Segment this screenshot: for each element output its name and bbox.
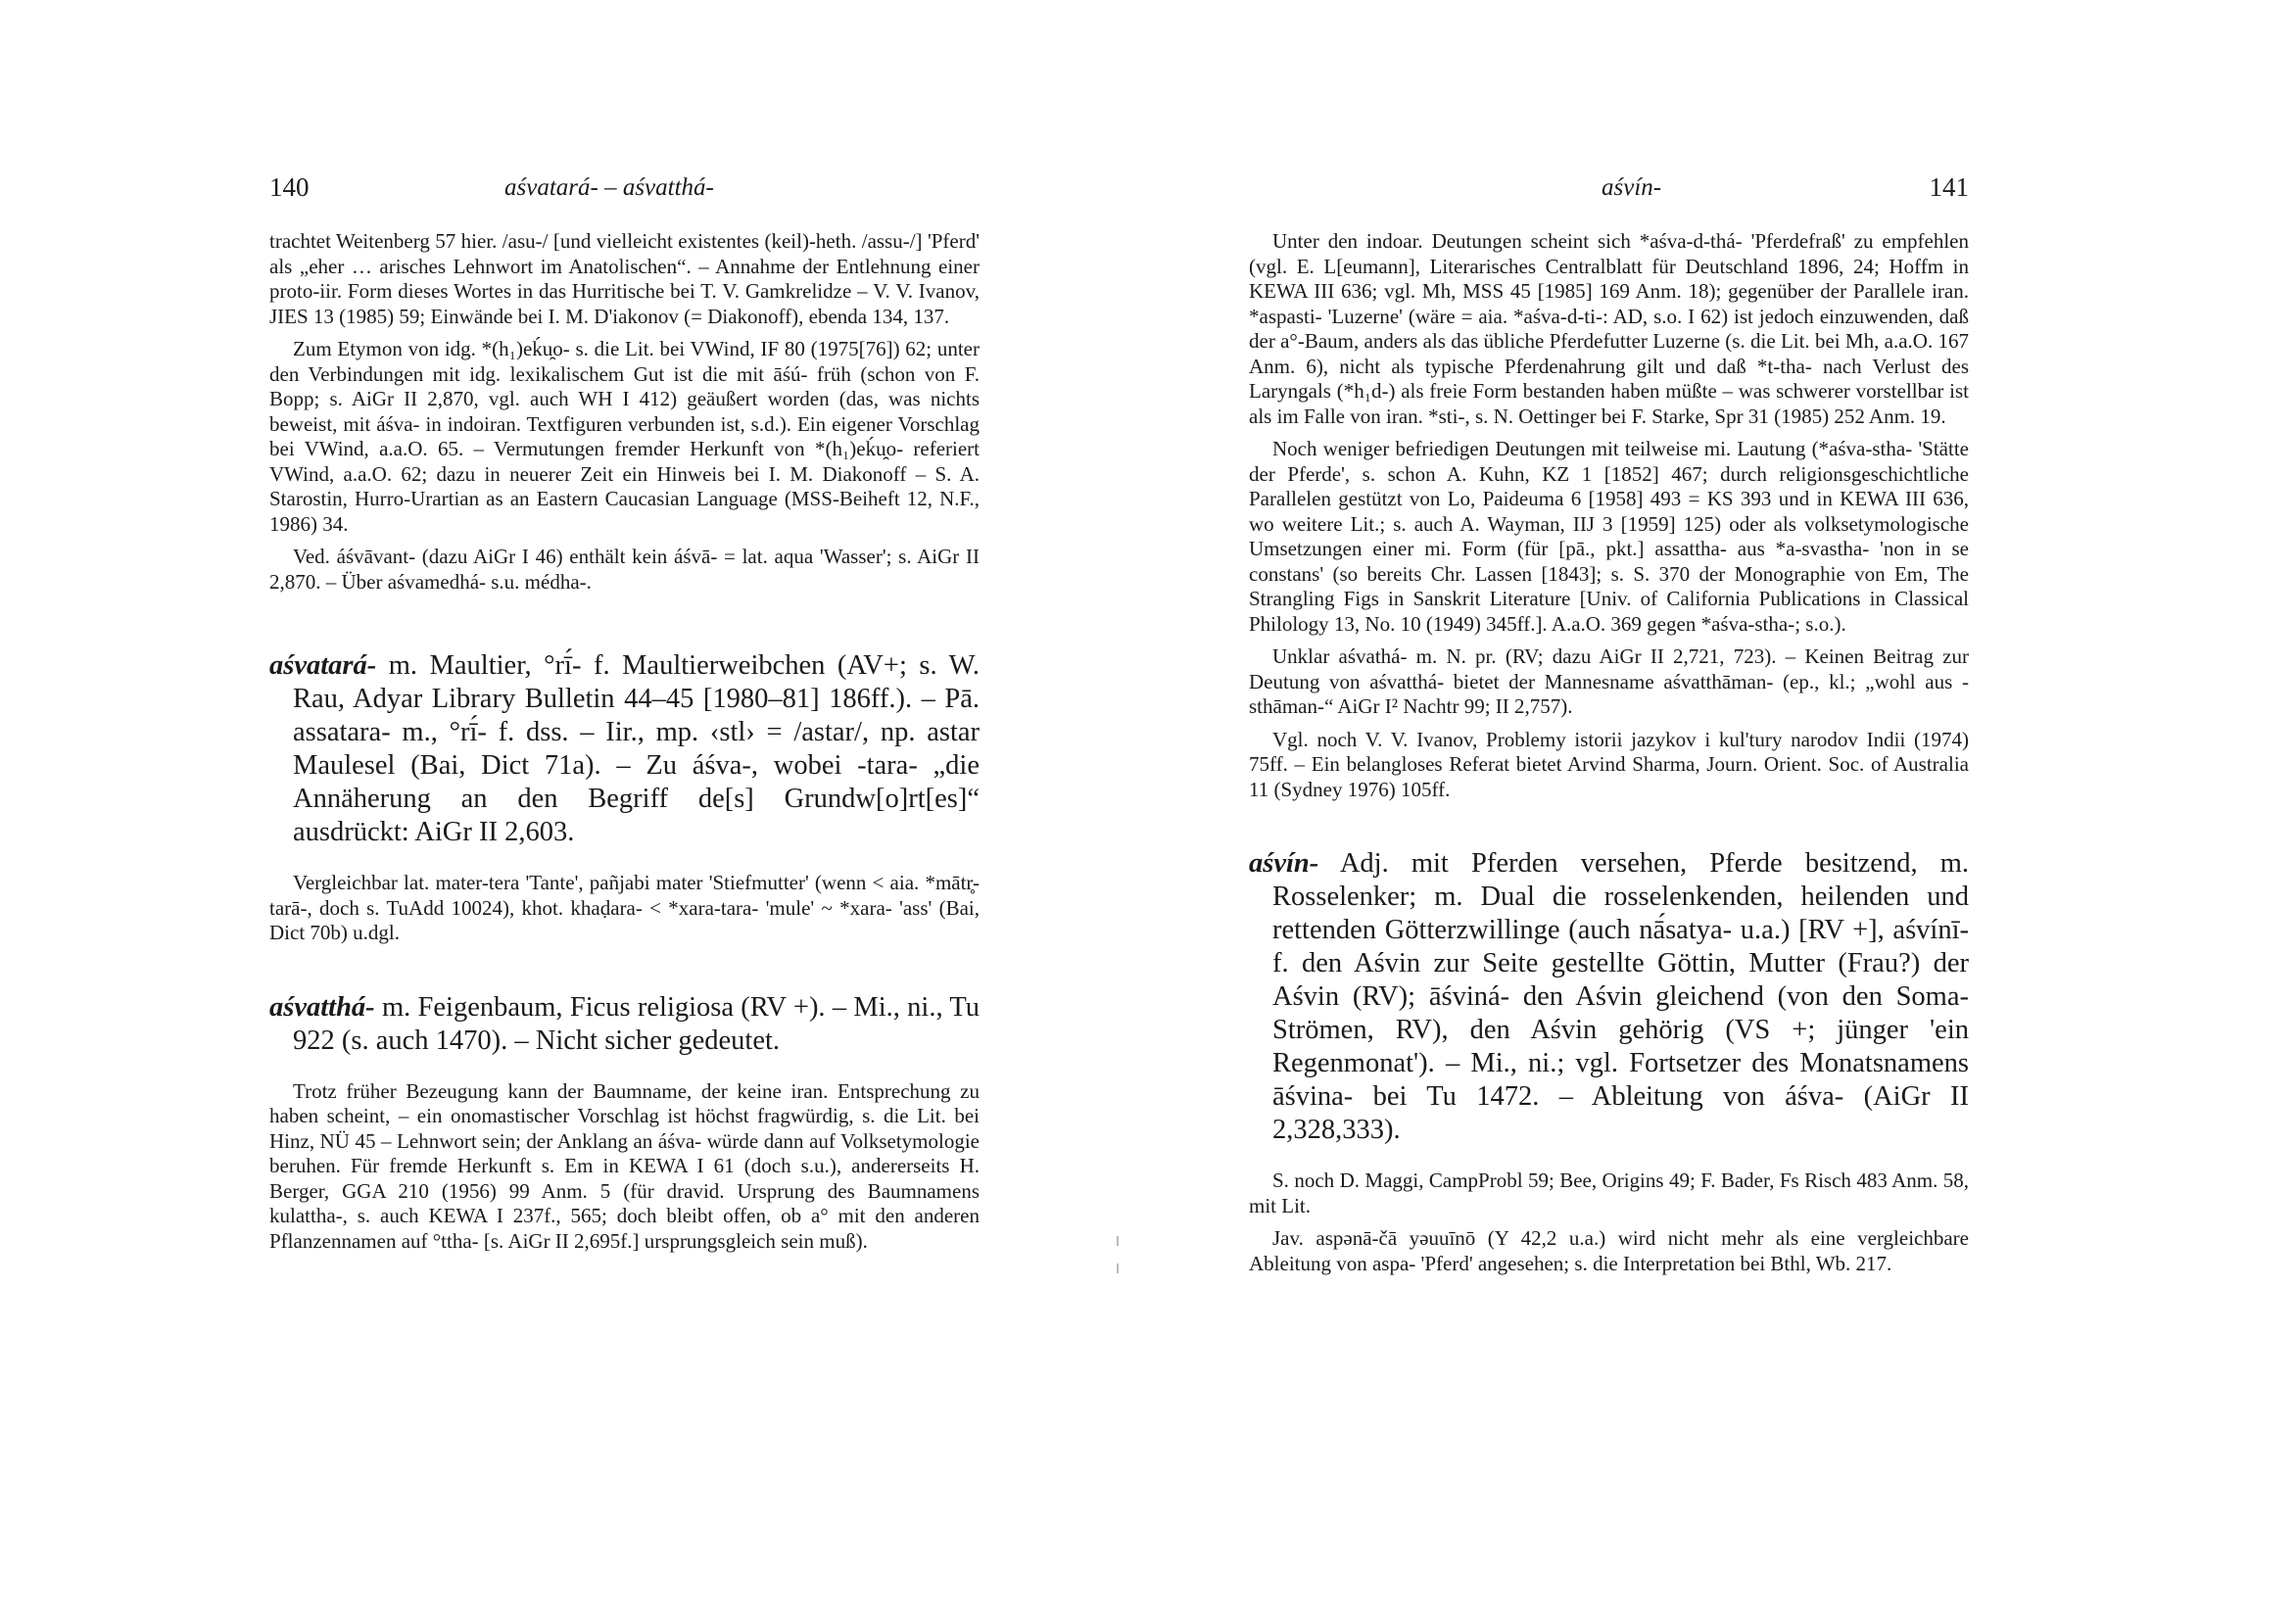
page-number-left: 140 (269, 172, 310, 202)
etymon-paragraph: Zum Etymon von idg. *(h₁)eḱu̯o- s. die Lit. bei VWind, IF 80 (1975[76]) 62; unter den Verbindungen mit idg. lexikalischem Gut ist die mit āśú- früh (schon von F. Bopp; s. AiGr II 2,870, vgl. auch WH I 412) geäußert worden (das, was nichts beweist, mit áśva- in indoiran. Textfiguren verbunden ist, s.d.). Ein eigener Vorschlag bei VWind, a.a.O. 65. – Vermutungen fremder Herkunft von *(h₁)eḱu̯o- referiert VWind, a.a.O. 62; dazu in neuerer Zeit ein Hinweis bei I. M. Diakonoff – S. A. Starostin, Hurro-Urartian as an Eastern Caucasian Language (MSS-Beiheft 12, N.F., 1986) 34. (269, 337, 980, 536)
entry-asvattha-note: Trotz früher Bezeugung kann der Baumname, der keine iran. Entsprechung zu haben scheint, – ein onomastischer Vorschlag ist höchst fragwürdig, s. die Lit. bei Hinz, NÜ 45 – Lehnwort sein; der Anklang an áśva- würde dann auf Volksetymologie beruhen. Für fremde Herkunft s. Em in KEWA I 61 (doch s.u.), andererseits H. Berger, GGA 210 (1956) 99 Anm. 5 (für dravid. Ursprung des Baumnamens kulattha-, s. auch KEWA I 237f., 565; doch bleibt offen, ob a° mit den anderen Pflanzennamen auf °ttha- [s. AiGr II 2,695f.] ursprungsgleich sein muß). (269, 1078, 980, 1253)
vedic-note-paragraph: Ved. áśvāvant- (dazu AiGr I 46) enthält kein áśvā- = lat. aqua 'Wasser'; s. AiGr II 2,870. – Über aśvamedhá- s.u. médha-. (269, 545, 980, 594)
lemma-asvatara: aśvatará- (269, 650, 377, 681)
entry-asvin-text: Adj. mit Pferden versehen, Pferde besitzend, m. Rosselenker; m. Dual die rosselenkenden, heilenden und rettenden Götterzwillinge (auch nā́satya- u.a.) [RV +], aśvínī- f. den Aśvin zur Seite gestellte Göttin, Mutter (Frau?) der Aśvin (RV); āśviná- den Aśvin gleichend (von den Soma-Strömen, RV), den Aśvin gehörig (VS +; jünger 'ein Regenmonat'). – Mi., ni.; vgl. Fortsetzer des Monatsnamens āśvina- bei Tu 1472. – Ableitung von áśva- (AiGr II 2,328,333). (1272, 848, 1970, 1145)
ivanov-paragraph: Vgl. noch V. V. Ivanov, Problemy istorii jazykov i kul'tury narodov Indii (1974) 75ff. – Ein belangloses Referat bietet Arvind Sharma, Journ. Orient. Soc. of Australia 11 (Sydney 1976) 105ff. (1249, 727, 1969, 801)
continuation-paragraph: trachtet Weitenberg 57 hier. /asu-/ [und vielleicht existentes (keil)-heth. /assu-/] 'Pferd' als „eher … arisches Lehnwort im Anatolischen“. – Annahme der Entlehnung einer proto-iir. Form dieses Wortes in das Hurritische bei T. V. Gamkrelidze – V. V. Ivanov, JIES 13 (1985) 59; Einwände bei I. M. D'iakonov (= Diakonoff), ebenda 134, 137. (269, 229, 980, 328)
entry-asvatara-text: m. Maultier, °rī́- f. Maultierweibchen (AV+; s. W. Rau, Adyar Library Bulletin 44–45 [1980–81] 186ff.). – Pā. assatara- m., °rī́- f. dss. – Iir., mp. ‹stl› = /astar/, np. astar Maulesel (Bai, Dict 71a). – Zu áśva-, wobei -tara- „die Annäherung an den Begriff de[s] Grundw[o]rt[es]“ ausdrückt: AiGr II 2,603. (293, 650, 980, 847)
running-head-right: aśvín- (1602, 174, 1662, 201)
entry-asvin-note-1: S. noch D. Maggi, CampProbl 59; Bee, Origins 49; F. Bader, Fs Risch 483 Anm. 58, mit Lit. (1249, 1169, 1969, 1217)
entry-asvattha (269, 991, 980, 1058)
middle-indic-paragraph: Noch weniger befriedigen Deutungen mit teilweise mi. Lautung (*aśva-stha- 'Stätte der Pferde', s. schon A. Kuhn, KZ 1 [1852] 467; durch religionsgeschichtliche Parallelen gestützt von Lo, Paideuma 6 [1958] 493 = KS 393 und in KEWA III 636, wo weitere Lit.; s. auch A. Wayman, IIJ 3 [1959] 125) oder als volksetymologische Umsetzungen einer mi. Form (für [pā., pkt.] assattha- aus *a-svastha- 'non in se constans' (so bereits Chr. Lassen [1843]; s. S. 370 der Monographie von Em, The Strangling Figs in Sanskrit Literature [Univ. of California Publications in Classical Philology 13, No. 10 (1949) 345ff.]. A.a.O. 369 gegen *aśva-stha-; s.o.). (1249, 437, 1969, 636)
entry-asvatara (269, 649, 980, 849)
running-head-left: aśvatará- – aśvatthá- (504, 174, 714, 201)
left-page-body (269, 229, 980, 1254)
entry-asvattha-text: m. Feigenbaum, Ficus religiosa (RV +). – Mi., ni., Tu 922 (s. auch 1470). – Nicht sicher gedeutet. (293, 991, 981, 1056)
lemma-asvin: aśvín- (1249, 848, 1319, 879)
page-number-right: 141 (1929, 172, 1969, 202)
lemma-asvattha: aśvatthá- (269, 991, 375, 1023)
unclear-paragraph: Unklar aśvathá- m. N. pr. (RV; dazu AiGr II 2,721, 723). – Keinen Beitrag zur Deutung von aśvatthá- bietet der Mannesname aśvatthāman- (ep., kl.; „wohl aus -sthāman-“ AiGr I² Nachtr 99; II 2,757). (1249, 644, 1969, 718)
entry-asvatara-note: Vergleichbar lat. mater-tera 'Tante', pañjabi mater 'Stiefmutter' (wenn < aia. *mātr̥-tarā-, doch s. TuAdd 10024), khot. khaḍara- < *xara-tara- 'mule' ~ *xara- 'ass' (Bai, Dict 70b) u.dgl. (269, 871, 980, 944)
gutter-mark (1117, 1236, 1119, 1246)
right-page-body (1249, 229, 1969, 1276)
gutter-mark (1117, 1264, 1119, 1273)
indoaryan-paragraph: Unter den indoar. Deutungen scheint sich *aśva-d-thá- 'Pferdefraß' zu empfehlen (vgl. E. L[eumann], Literarisches Centralblatt für Deutschland 1896, 24; Hoffm in KEWA III 636; vgl. Mh, MSS 45 [1985] 169 Anm. 18); gegenüber der Parallele iran. *aspasti- 'Luzerne' (wäre = aia. *aśva-d-ti-: AD, s.o. I 62) ist jedoch einzuwenden, daß der a°-Baum, anders als das übliche Pferdefutter Luzerne (s. die Lit. bei Mh, a.a.O. 167 Anm. 6), nicht als typische Pferdenahrung gilt und daß *t-tha- nach Verlust des Laryngals (*h₁d-) als freie Form bestanden haben müßte – was schwerer vorstellbar ist als im Falle von iran. *sti-, s. N. Oettinger bei F. Starke, Spr 31 (1985) 252 Anm. 19. (1249, 229, 1969, 428)
entry-asvin-note-2: Jav. aspənā-čā yəuuīnō (Y 42,2 u.a.) wird nicht mehr als eine vergleichbare Ableitung von aspa- 'Pferd' angesehen; s. die Interpretation bei Bthl, Wb. 217. (1249, 1226, 1969, 1275)
entry-asvin (1249, 847, 1969, 1147)
